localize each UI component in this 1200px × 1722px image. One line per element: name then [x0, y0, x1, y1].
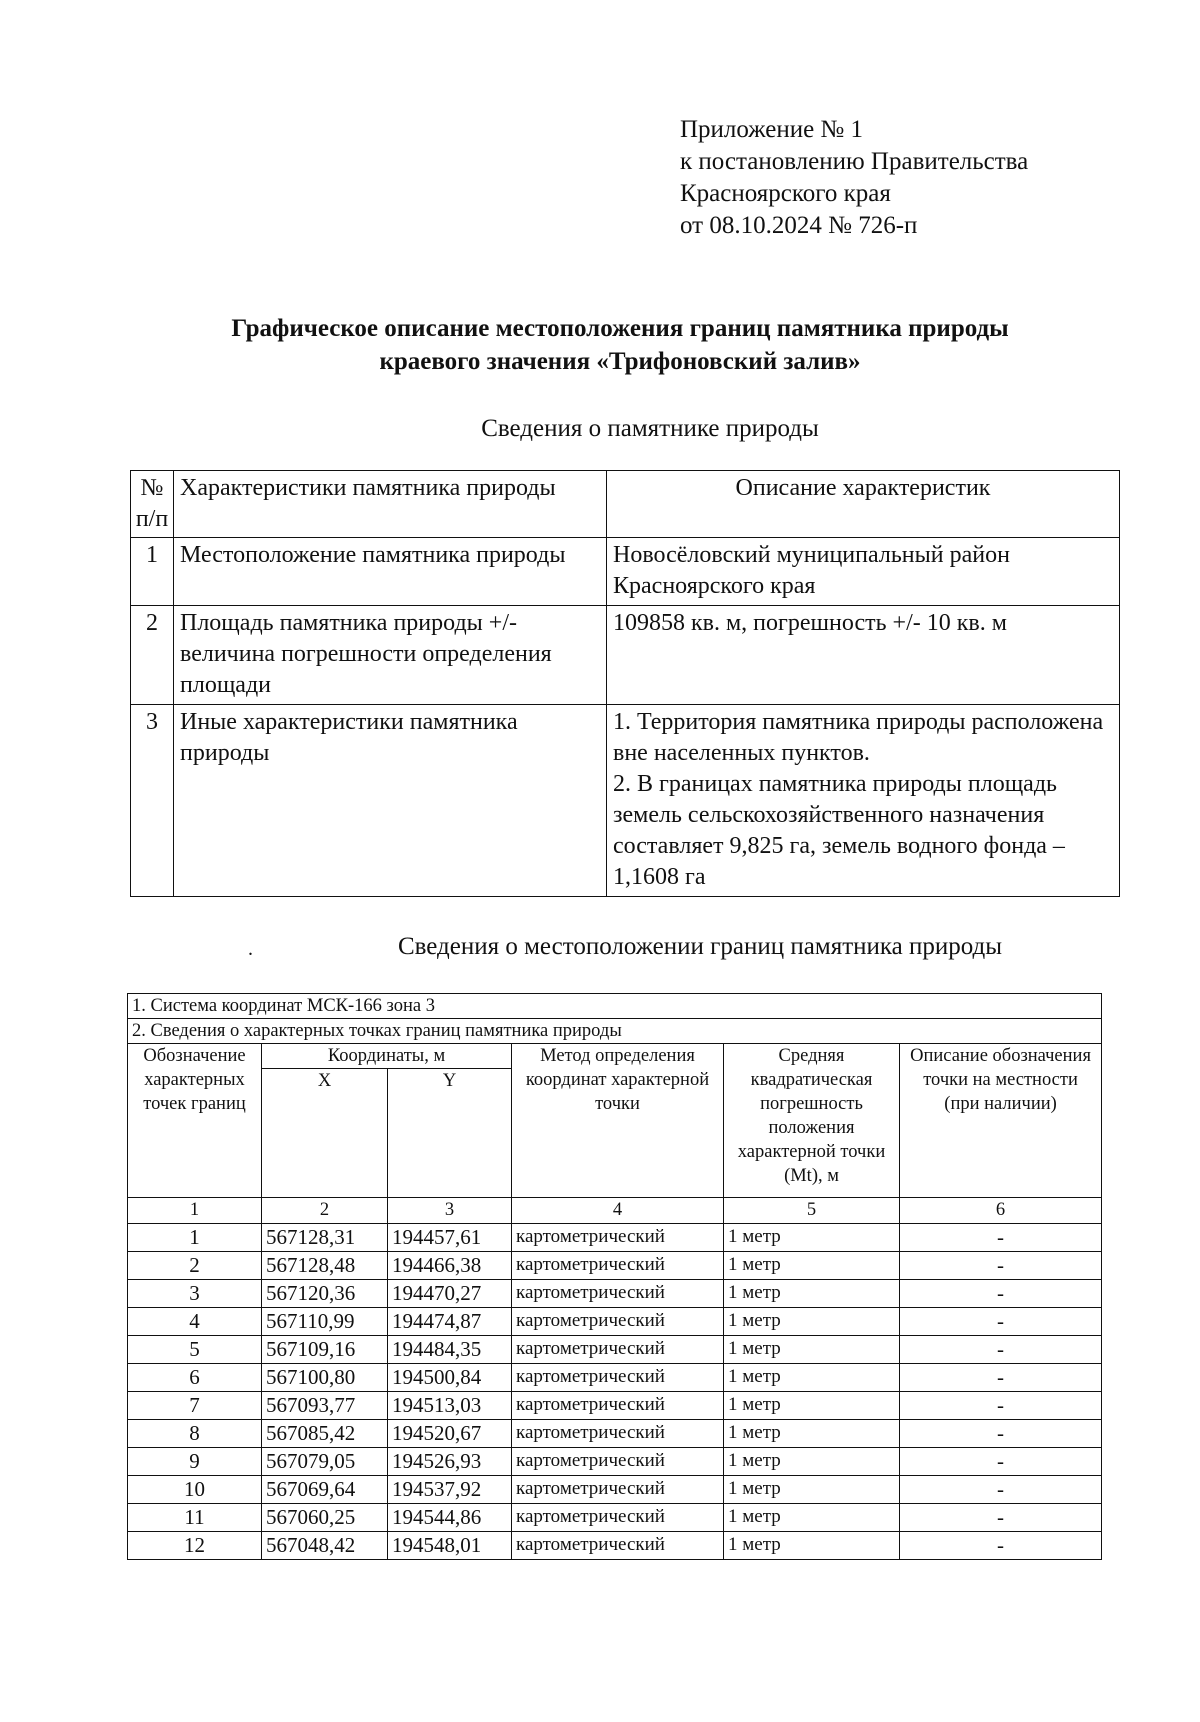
table-header-row: [131, 471, 1120, 538]
point-accuracy: 1 метр: [724, 1364, 900, 1392]
point-id: 3: [128, 1280, 262, 1308]
column-number: 1: [128, 1198, 262, 1224]
point-accuracy: 1 метр: [724, 1308, 900, 1336]
point-method: картометрический: [512, 1532, 724, 1560]
point-description: -: [900, 1448, 1102, 1476]
document-title: [120, 312, 1120, 378]
table-row: [128, 1504, 1102, 1532]
point-method: картометрический: [512, 1476, 724, 1504]
point-y: 194513,03: [388, 1392, 512, 1420]
point-method: картометрический: [512, 1224, 724, 1252]
table-row: [128, 1308, 1102, 1336]
point-accuracy: 1 метр: [724, 1224, 900, 1252]
point-y: 194457,61: [388, 1224, 512, 1252]
point-description: -: [900, 1476, 1102, 1504]
header-description: Описание характеристик: [607, 471, 1120, 538]
point-x: 567079,05: [262, 1448, 388, 1476]
point-accuracy: 1 метр: [724, 1476, 900, 1504]
point-x: 567100,80: [262, 1364, 388, 1392]
point-x: 567060,25: [262, 1504, 388, 1532]
row-num: 1: [131, 538, 174, 606]
header-coordinates: Координаты, м: [262, 1044, 512, 1069]
point-description: -: [900, 1532, 1102, 1560]
point-description: -: [900, 1364, 1102, 1392]
point-method: картометрический: [512, 1252, 724, 1280]
column-number: 4: [512, 1198, 724, 1224]
point-y: 194484,35: [388, 1336, 512, 1364]
point-description: -: [900, 1336, 1102, 1364]
header-designation: Обозначение характерных точек границ: [128, 1044, 262, 1198]
point-y: 194548,01: [388, 1532, 512, 1560]
point-accuracy: 1 метр: [724, 1280, 900, 1308]
point-accuracy: 1 метр: [724, 1532, 900, 1560]
point-y: 194537,92: [388, 1476, 512, 1504]
point-description: -: [900, 1420, 1102, 1448]
appendix-line: Приложение № 1: [680, 116, 864, 143]
document-title-line: Графическое описание местоположения границ памятника природы: [231, 315, 1009, 342]
point-description: -: [900, 1504, 1102, 1532]
point-id: 12: [128, 1532, 262, 1560]
boundary-points-table: [127, 993, 1102, 1560]
point-description: -: [900, 1392, 1102, 1420]
point-id: 1: [128, 1224, 262, 1252]
point-id: 10: [128, 1476, 262, 1504]
point-method: картометрический: [512, 1280, 724, 1308]
column-number-row: [128, 1198, 1102, 1224]
point-method: картометрический: [512, 1392, 724, 1420]
appendix-block: [680, 114, 1028, 242]
coord-system-row: [128, 994, 1102, 1019]
table-row: [128, 1420, 1102, 1448]
points-header: 2. Сведения о характерных точках границ памятника природы: [128, 1019, 1102, 1044]
header-method: Метод определения координат характерной точки: [512, 1044, 724, 1198]
column-number: 2: [262, 1198, 388, 1224]
point-description: -: [900, 1308, 1102, 1336]
point-id: 6: [128, 1364, 262, 1392]
point-y: 194470,27: [388, 1280, 512, 1308]
point-y: 194526,93: [388, 1448, 512, 1476]
point-description: -: [900, 1280, 1102, 1308]
column-header-row: [128, 1044, 1102, 1069]
point-id: 5: [128, 1336, 262, 1364]
points-header-row: [128, 1019, 1102, 1044]
point-method: картометрический: [512, 1420, 724, 1448]
point-method: картометрический: [512, 1448, 724, 1476]
point-accuracy: 1 метр: [724, 1504, 900, 1532]
point-accuracy: 1 метр: [724, 1336, 900, 1364]
row-characteristic: Площадь памятника природы +/- величина погрешности определения площади: [174, 606, 607, 705]
point-id: 8: [128, 1420, 262, 1448]
point-id: 4: [128, 1308, 262, 1336]
coord-system: 1. Система координат МСК-166 зона 3: [128, 994, 1102, 1019]
point-x: 567093,77: [262, 1392, 388, 1420]
header-x: X: [262, 1069, 388, 1198]
point-accuracy: 1 метр: [724, 1252, 900, 1280]
points-body: [128, 1224, 1102, 1560]
section-title-boundaries: Сведения о местоположении границ памятника природы: [397, 933, 1003, 960]
point-method: картометрический: [512, 1336, 724, 1364]
monument-info-table: [130, 470, 1120, 897]
description-paragraph: 2. В границах памятника природы площадь земель сельскохозяйственного назначения составляет 9,825 га, земель водного фонда – 1,1608 га: [613, 771, 1065, 890]
point-x: 567069,64: [262, 1476, 388, 1504]
table-row: [128, 1392, 1102, 1420]
header-num: № п/п: [131, 471, 174, 538]
point-x: 567128,48: [262, 1252, 388, 1280]
header-characteristic: Характеристики памятника природы: [174, 471, 607, 538]
header-accuracy: Средняя квадратическая погрешность положения характерной точки (Mt), м: [724, 1044, 900, 1198]
point-method: картометрический: [512, 1504, 724, 1532]
point-accuracy: 1 метр: [724, 1420, 900, 1448]
point-y: 194466,38: [388, 1252, 512, 1280]
appendix-line: Красноярского края: [680, 180, 891, 207]
point-accuracy: 1 метр: [724, 1392, 900, 1420]
point-id: 2: [128, 1252, 262, 1280]
document-title-line: краевого значения «Трифоновский залив»: [379, 348, 861, 375]
table-row: [128, 1364, 1102, 1392]
table-row: [128, 1280, 1102, 1308]
stray-dot: .: [248, 938, 253, 960]
point-description: -: [900, 1252, 1102, 1280]
point-y: 194500,84: [388, 1364, 512, 1392]
point-id: 7: [128, 1392, 262, 1420]
appendix-line: к постановлению Правительства: [680, 148, 1029, 175]
header-point-description: Описание обозначения точки на местности (при наличии): [900, 1044, 1102, 1198]
point-description: -: [900, 1224, 1102, 1252]
row-num: 2: [131, 606, 174, 705]
description-paragraph: 1. Территория памятника природы расположена вне населенных пунктов.: [613, 709, 1104, 766]
point-x: 567120,36: [262, 1280, 388, 1308]
row-description: 109858 кв. м, погрешность +/- 10 кв. м: [607, 606, 1120, 705]
point-method: картометрический: [512, 1308, 724, 1336]
column-number: 3: [388, 1198, 512, 1224]
table-row: [131, 705, 1120, 897]
point-accuracy: 1 метр: [724, 1448, 900, 1476]
point-y: 194474,87: [388, 1308, 512, 1336]
table-row: [128, 1448, 1102, 1476]
table-row: [128, 1224, 1102, 1252]
column-number: 6: [900, 1198, 1102, 1224]
point-x: 567110,99: [262, 1308, 388, 1336]
table-row: [128, 1532, 1102, 1560]
table-row: [128, 1336, 1102, 1364]
header-y: Y: [388, 1069, 512, 1198]
point-method: картометрический: [512, 1364, 724, 1392]
row-num: 3: [131, 705, 174, 897]
row-characteristic: Иные характеристики памятника природы: [174, 705, 607, 897]
table-row: [131, 606, 1120, 705]
point-x: 567128,31: [262, 1224, 388, 1252]
column-number: 5: [724, 1198, 900, 1224]
point-y: 194544,86: [388, 1504, 512, 1532]
point-y: 194520,67: [388, 1420, 512, 1448]
point-x: 567109,16: [262, 1336, 388, 1364]
section-title-info: Сведения о памятнике природы: [481, 415, 819, 442]
table-row: [128, 1252, 1102, 1280]
table-row: [128, 1476, 1102, 1504]
point-x: 567048,42: [262, 1532, 388, 1560]
point-id: 11: [128, 1504, 262, 1532]
appendix-date-number: от 08.10.2024 № 726-п: [680, 212, 918, 239]
point-x: 567085,42: [262, 1420, 388, 1448]
row-description: [607, 705, 1120, 897]
point-id: 9: [128, 1448, 262, 1476]
row-characteristic: Местоположение памятника природы: [174, 538, 607, 606]
row-description: Новосёловский муниципальный район Красноярского края: [607, 538, 1120, 606]
table-row: [131, 538, 1120, 606]
